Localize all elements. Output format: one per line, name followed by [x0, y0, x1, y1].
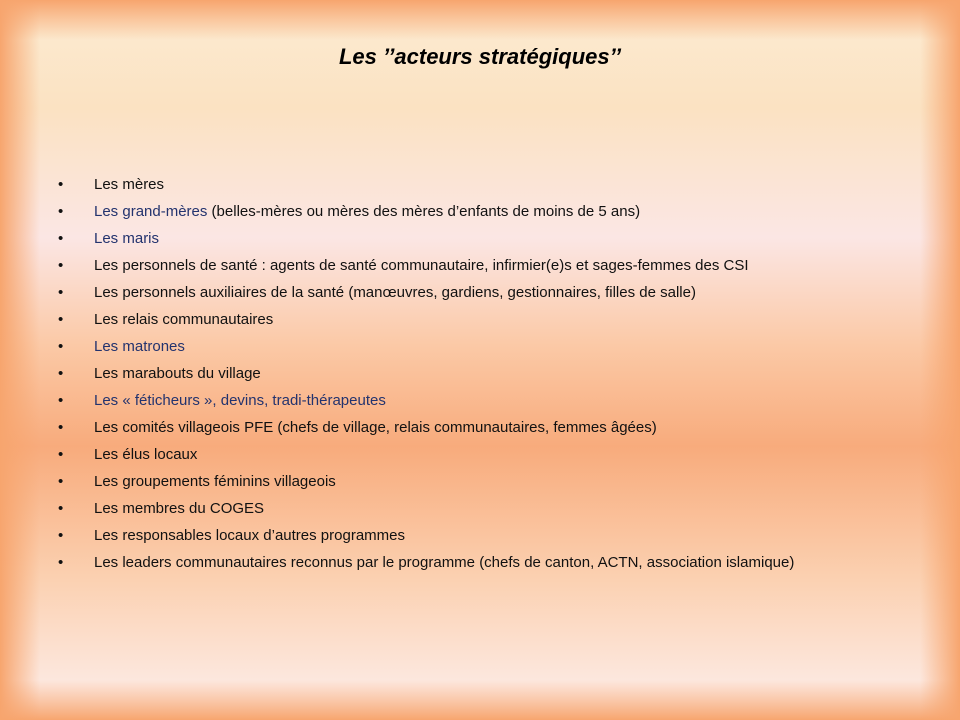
bullet-icon: • [58, 392, 64, 409]
list-item [58, 549, 938, 576]
bullet-icon: • [58, 311, 64, 328]
bullet-icon: • [58, 446, 64, 463]
list-item-label: Les groupements féminins villageois [94, 473, 336, 490]
list-item-label: Les marabouts du village [94, 365, 261, 382]
list-item [58, 441, 938, 468]
list-item-label: Les maris [94, 230, 160, 247]
list-item [58, 225, 938, 252]
list-item [58, 252, 938, 279]
bullet-icon: • [58, 203, 64, 220]
list-item-label: Les grand-mères [94, 203, 208, 220]
bullet-icon: • [58, 338, 64, 355]
frame-top-glow [0, 0, 960, 40]
list-item [58, 306, 938, 333]
frame-left-glow [0, 0, 40, 720]
list-item-label: Les élus locaux [94, 446, 198, 463]
bullet-icon: • [58, 176, 64, 193]
list-item [58, 171, 938, 198]
list-item [58, 333, 938, 360]
list-item [58, 414, 938, 441]
bullet-icon: • [58, 473, 64, 490]
list-item-label: Les « féticheurs », devins, tradi-thérapeutes [94, 392, 386, 409]
list-item-label: Les matrones [94, 338, 185, 355]
list-item-label: Les leaders communautaires reconnus par le programme (chefs de canton, ACTN, association islamique) [94, 554, 795, 571]
frame-bottom-glow [0, 680, 960, 720]
list-item [58, 522, 938, 549]
bullet-icon: • [58, 365, 64, 382]
actor-list [58, 171, 938, 576]
list-item-label: Les relais communautaires [94, 311, 274, 328]
list-item [58, 360, 938, 387]
bullet-icon: • [58, 230, 64, 247]
list-item-label: Les comités villageois PFE (chefs de village, relais communautaires, femmes âgées) [94, 419, 657, 436]
list-item [58, 279, 938, 306]
list-item-label: Les responsables locaux d’autres programmes [94, 527, 405, 544]
list-item-label: Les personnels auxiliaires de la santé (manœuvres, gardiens, gestionnaires, filles de salle) [94, 284, 696, 301]
bullet-icon: • [58, 284, 64, 301]
list-item [58, 198, 938, 225]
list-item-label: Les mères [94, 176, 165, 193]
list-item [58, 468, 938, 495]
slide-title: Les ’’acteurs stratégiques’’ [338, 44, 622, 69]
bullet-icon: • [58, 554, 64, 571]
list-item-label: Les personnels de santé : agents de santé communautaire, infirmier(e)s et sages-femmes des CSI [94, 257, 749, 274]
bullet-icon: • [58, 257, 64, 274]
list-item-label: Les membres du COGES [94, 500, 265, 517]
list-item [58, 387, 938, 414]
bullet-icon: • [58, 419, 64, 436]
bullet-icon: • [58, 527, 64, 544]
list-item [58, 495, 938, 522]
bullet-icon: • [58, 500, 64, 517]
list-item-detail: (belles-mères ou mères des mères d’enfants de moins de 5 ans) [207, 203, 641, 220]
